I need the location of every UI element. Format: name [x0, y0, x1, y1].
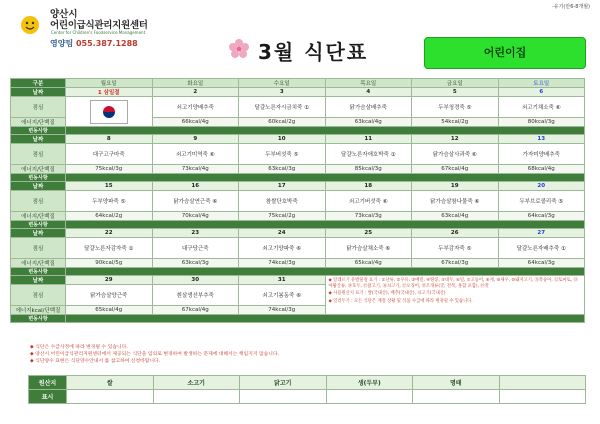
energy-cell: 54kcal/2g — [412, 118, 499, 127]
energy-cell: 60kcal/2g — [239, 118, 326, 127]
origin-col-header — [499, 376, 586, 390]
org-name-city: 양산시 — [50, 9, 78, 20]
change-notes-row — [11, 315, 585, 323]
day-name: 화요일 — [152, 79, 239, 88]
energy-cell: 73kcal/4g — [152, 165, 239, 174]
energy-cell: 75kcal/3g — [66, 165, 153, 174]
menu-cell: 달걀노른자시금치죽 ① — [239, 97, 326, 118]
date-cell: 27 — [498, 229, 585, 238]
menu-cell: 쇠고기채소죽 ⑥ — [498, 97, 585, 118]
energy-cell: 64kcal/3g — [498, 212, 585, 221]
energy-label: 에너지/단백질 — [11, 212, 66, 221]
origin-col-header: 쌀 — [67, 376, 154, 390]
day-name: 수요일 — [239, 79, 326, 88]
date-cell: 20 — [498, 182, 585, 191]
menu-cell: 닭가슴살사과죽 ⑥ — [412, 144, 499, 165]
date-cell: 12 — [412, 135, 499, 144]
org-name-center: 어린이급식관리지원센터 — [50, 20, 148, 31]
menu-cell: 쇠고기봄동죽 ⑥ — [239, 285, 326, 306]
notice-line: ◆ 일러두기 : 모든 식단은 계절 상황 및 식품 수급에 따라 변경될 수 있습니다. — [328, 298, 473, 304]
flower-icon — [228, 38, 250, 60]
energy-cell: 67kcal/3g — [412, 259, 499, 268]
date-cell: 9 — [152, 135, 239, 144]
date-cell: 6 — [498, 88, 585, 97]
menu-cell: 두부브로콜리죽 ⑤ — [498, 191, 585, 212]
date-cell: 31 — [239, 276, 326, 285]
date-cell: 5 — [412, 88, 499, 97]
menu-row — [11, 191, 585, 212]
change-notes-cell — [66, 221, 585, 229]
change-notes-row — [11, 268, 585, 276]
menu-cell: 쇠고기양배추죽 — [152, 97, 239, 118]
menu-cell: 가자미양배추죽 — [498, 144, 585, 165]
day-name: 목요일 — [325, 79, 412, 88]
day-name: 토요일 — [498, 79, 585, 88]
menu-cell: 두부감자죽 ⑤ — [412, 238, 499, 259]
note-line: ◆ 식단양수 표현은 식단양수안내서 를 참고하여 신청바랍니다. — [30, 359, 161, 364]
origin-label: 원산지 — [29, 376, 67, 390]
energy-cell: 67kcal/4g — [412, 165, 499, 174]
energy-cell: 73kcal/3g — [325, 212, 412, 221]
lunch-label: 점심 — [11, 285, 66, 306]
menu-row — [11, 97, 585, 118]
date-cell: 1 삼일절 — [66, 88, 153, 97]
energy-cell: 63kcal/3g — [239, 165, 326, 174]
energy-cell: 66kcal/4g — [152, 118, 239, 127]
change-notes-cell — [66, 315, 585, 323]
menu-cell: 닭가슴살연근죽 ⑥ — [152, 191, 239, 212]
day-name: 금요일 — [412, 79, 499, 88]
org-phone — [50, 38, 138, 49]
menu-cell: 두부양파죽 ⑤ — [66, 191, 153, 212]
holiday-flag-cell — [66, 97, 153, 127]
menu-cell: 달걀노른자배추죽 ① — [498, 238, 585, 259]
date-label: 날짜 — [11, 88, 66, 97]
date-cell: 2 — [152, 88, 239, 97]
energy-label: 에너지/단백질 — [11, 118, 66, 127]
korean-flag-icon — [90, 100, 128, 124]
date-cell: 15 — [66, 182, 153, 191]
date-cell: 30 — [152, 276, 239, 285]
phone-number: 055.387.1288 — [75, 39, 138, 48]
energy-cell: 74kcal/3g — [239, 259, 326, 268]
menu-cell: 달걀노른자애호박죽 ① — [325, 144, 412, 165]
origin-col-header: 명태 — [413, 376, 500, 390]
energy-cell: 65kcal/4g — [325, 259, 412, 268]
energy-cell: 80kcal/3g — [498, 118, 585, 127]
menu-cell: 두부버섯죽 ⑤ — [239, 144, 326, 165]
date-cell: 16 — [152, 182, 239, 191]
lunch-label: 점심 — [11, 97, 66, 118]
energy-cell: 63kcal/4g — [325, 118, 412, 127]
class-badge-label: 어린이집 — [483, 46, 527, 59]
page-title: 3월 식단표 — [258, 40, 369, 64]
menu-cell: 쇠고기버섯죽 ⑥ — [325, 191, 412, 212]
change-notes-label: 변동사항 — [11, 315, 66, 323]
menu-cell: 닭가슴살양근죽 — [66, 285, 153, 306]
menu-cell: 두부청경죽 ⑤ — [412, 97, 499, 118]
change-notes-row — [11, 221, 585, 229]
lunch-label: 점심 — [11, 144, 66, 165]
date-label: 날짜 — [11, 182, 66, 191]
date-cell: 25 — [325, 229, 412, 238]
energy-cell: 64kcal/3g — [498, 259, 585, 268]
change-notes-cell — [66, 268, 585, 276]
date-row — [11, 135, 585, 144]
energy-row — [11, 259, 585, 268]
date-label: 날짜 — [11, 229, 66, 238]
menu-cell: 참쌀단호박죽 — [239, 191, 326, 212]
date-cell: 22 — [66, 229, 153, 238]
change-notes-label: 변동사항 — [11, 127, 66, 135]
energy-label: 에너지kcal/단백질 — [11, 306, 66, 315]
date-row — [11, 88, 585, 97]
origin-cell — [153, 390, 240, 404]
org-name-english: Center for Children's Foodservice Management — [51, 30, 146, 35]
date-cell: 23 — [152, 229, 239, 238]
lunch-label: 점심 — [11, 191, 66, 212]
phone-label: 영양팀 — [50, 39, 74, 48]
notes-block — [30, 344, 390, 365]
date-cell: 13 — [498, 135, 585, 144]
origin-table — [28, 375, 586, 404]
energy-label: 에너지/단백질 — [11, 259, 66, 268]
energy-cell: 67kcal/4g — [152, 306, 239, 315]
change-notes-row — [11, 127, 585, 135]
energy-cell: 75kcal/2g — [239, 212, 326, 221]
energy-cell: 68kcal/4g — [498, 165, 585, 174]
day-name: 월요일 — [66, 79, 153, 88]
date-cell: 10 — [239, 135, 326, 144]
origin-label-bottom: 표시 — [29, 390, 67, 404]
date-cell: 18 — [325, 182, 412, 191]
division-label: 구분 — [11, 79, 66, 88]
origin-col-header: 소고기 — [153, 376, 240, 390]
menu-row — [11, 144, 585, 165]
date-row — [11, 276, 585, 285]
date-label: 날짜 — [11, 135, 66, 144]
org-header — [20, 4, 250, 66]
date-cell: 8 — [66, 135, 153, 144]
menu-cell: 닭가슴살참나물죽 ⑥ — [412, 191, 499, 212]
energy-cell: 63kcal/4g — [412, 212, 499, 221]
day-header-row — [11, 79, 585, 88]
allergy-notice — [325, 276, 585, 315]
class-badge — [424, 37, 586, 69]
origin-cell — [499, 390, 586, 404]
lunch-label: 점심 — [11, 238, 66, 259]
energy-cell: 85kcal/3g — [325, 165, 412, 174]
menu-cell: 대구당근죽 — [152, 238, 239, 259]
change-notes-cell — [66, 174, 585, 182]
note-line: ◆ 식단은 수급사정에 따라 변경될 수 있습니다. — [30, 345, 128, 350]
origin-cell — [413, 390, 500, 404]
menu-grid — [10, 78, 585, 323]
smile-logo-icon — [20, 14, 40, 36]
menu-cell: 닭가슴살배추죽 — [325, 97, 412, 118]
notice-line: ◆ 사용원산지 표기 : 쌀(국내산), 배추(국내산), 쇠고기(국내산) — [328, 291, 446, 297]
date-cell: 26 — [412, 229, 499, 238]
menu-cell: 달걀노른자감자죽 ① — [66, 238, 153, 259]
menu-cell: 대구고구마죽 — [66, 144, 153, 165]
energy-row — [11, 165, 585, 174]
change-notes-label: 변동사항 — [11, 268, 66, 276]
date-cell: 17 — [239, 182, 326, 191]
energy-cell: 70kcal/4g — [152, 212, 239, 221]
origin-col-header: 닭고기 — [240, 376, 327, 390]
menu-row — [11, 238, 585, 259]
date-cell: 19 — [412, 182, 499, 191]
energy-cell: 65kcal/4g — [66, 306, 153, 315]
date-label: 날짜 — [11, 276, 66, 285]
energy-cell: 64kcal/2g — [66, 212, 153, 221]
energy-cell: 63kcal/3g — [152, 259, 239, 268]
note-line: ◆ 양산시 어린이급식관리지원센터에서 제공되는 식단을 임의로 변경하여 발생하는 문제에 대해서는 책임지지 않습니다. — [30, 352, 280, 357]
menu-cell: 쇠고기미역죽 ⑥ — [152, 144, 239, 165]
energy-cell: 90kcal/5g — [66, 259, 153, 268]
date-row — [11, 182, 585, 191]
origin-cell — [67, 390, 154, 404]
menu-cell: 닭가슴살채소죽 ⑥ — [325, 238, 412, 259]
origin-cell — [326, 390, 413, 404]
change-notes-label: 변동사항 — [11, 221, 66, 229]
date-cell: 3 — [239, 88, 326, 97]
date-row — [11, 229, 585, 238]
date-cell: 24 — [239, 229, 326, 238]
notice-line: ◆ 알레르기 유발물질 표기 : ①난류, ②우유, ③메밀, ④땅콩, ⑤대두, ⑥밀, ⑦고등어, ⑧게, ⑨새우, ⑩돼지고기, ⑪복숭아, ⑫토마토, ⑬아황산류, ⑭호두, ⑮닭고기, ⑯쇠고기, ⑰오징어, ⑱조개류(굴, 전복, 홍합 포함), ⑲잣 — [328, 278, 578, 289]
date-cell: 11 — [325, 135, 412, 144]
date-cell: 29 — [66, 276, 153, 285]
date-cell: 4 — [325, 88, 412, 97]
energy-label: 에너지/단백질 — [11, 165, 66, 174]
menu-cell: 흰살생선부추죽 — [152, 285, 239, 306]
change-notes-label: 변동사항 — [11, 174, 66, 182]
change-notes-cell — [66, 127, 585, 135]
origin-cell — [240, 390, 327, 404]
menu-cell: 쇠고기양파죽 ⑥ — [239, 238, 326, 259]
energy-row — [11, 212, 585, 221]
page-code: -유기(만6-8개월) — [551, 4, 590, 10]
change-notes-row — [11, 174, 585, 182]
energy-cell: 74kcal/3g — [239, 306, 326, 315]
origin-col-header: 생(두부) — [326, 376, 413, 390]
